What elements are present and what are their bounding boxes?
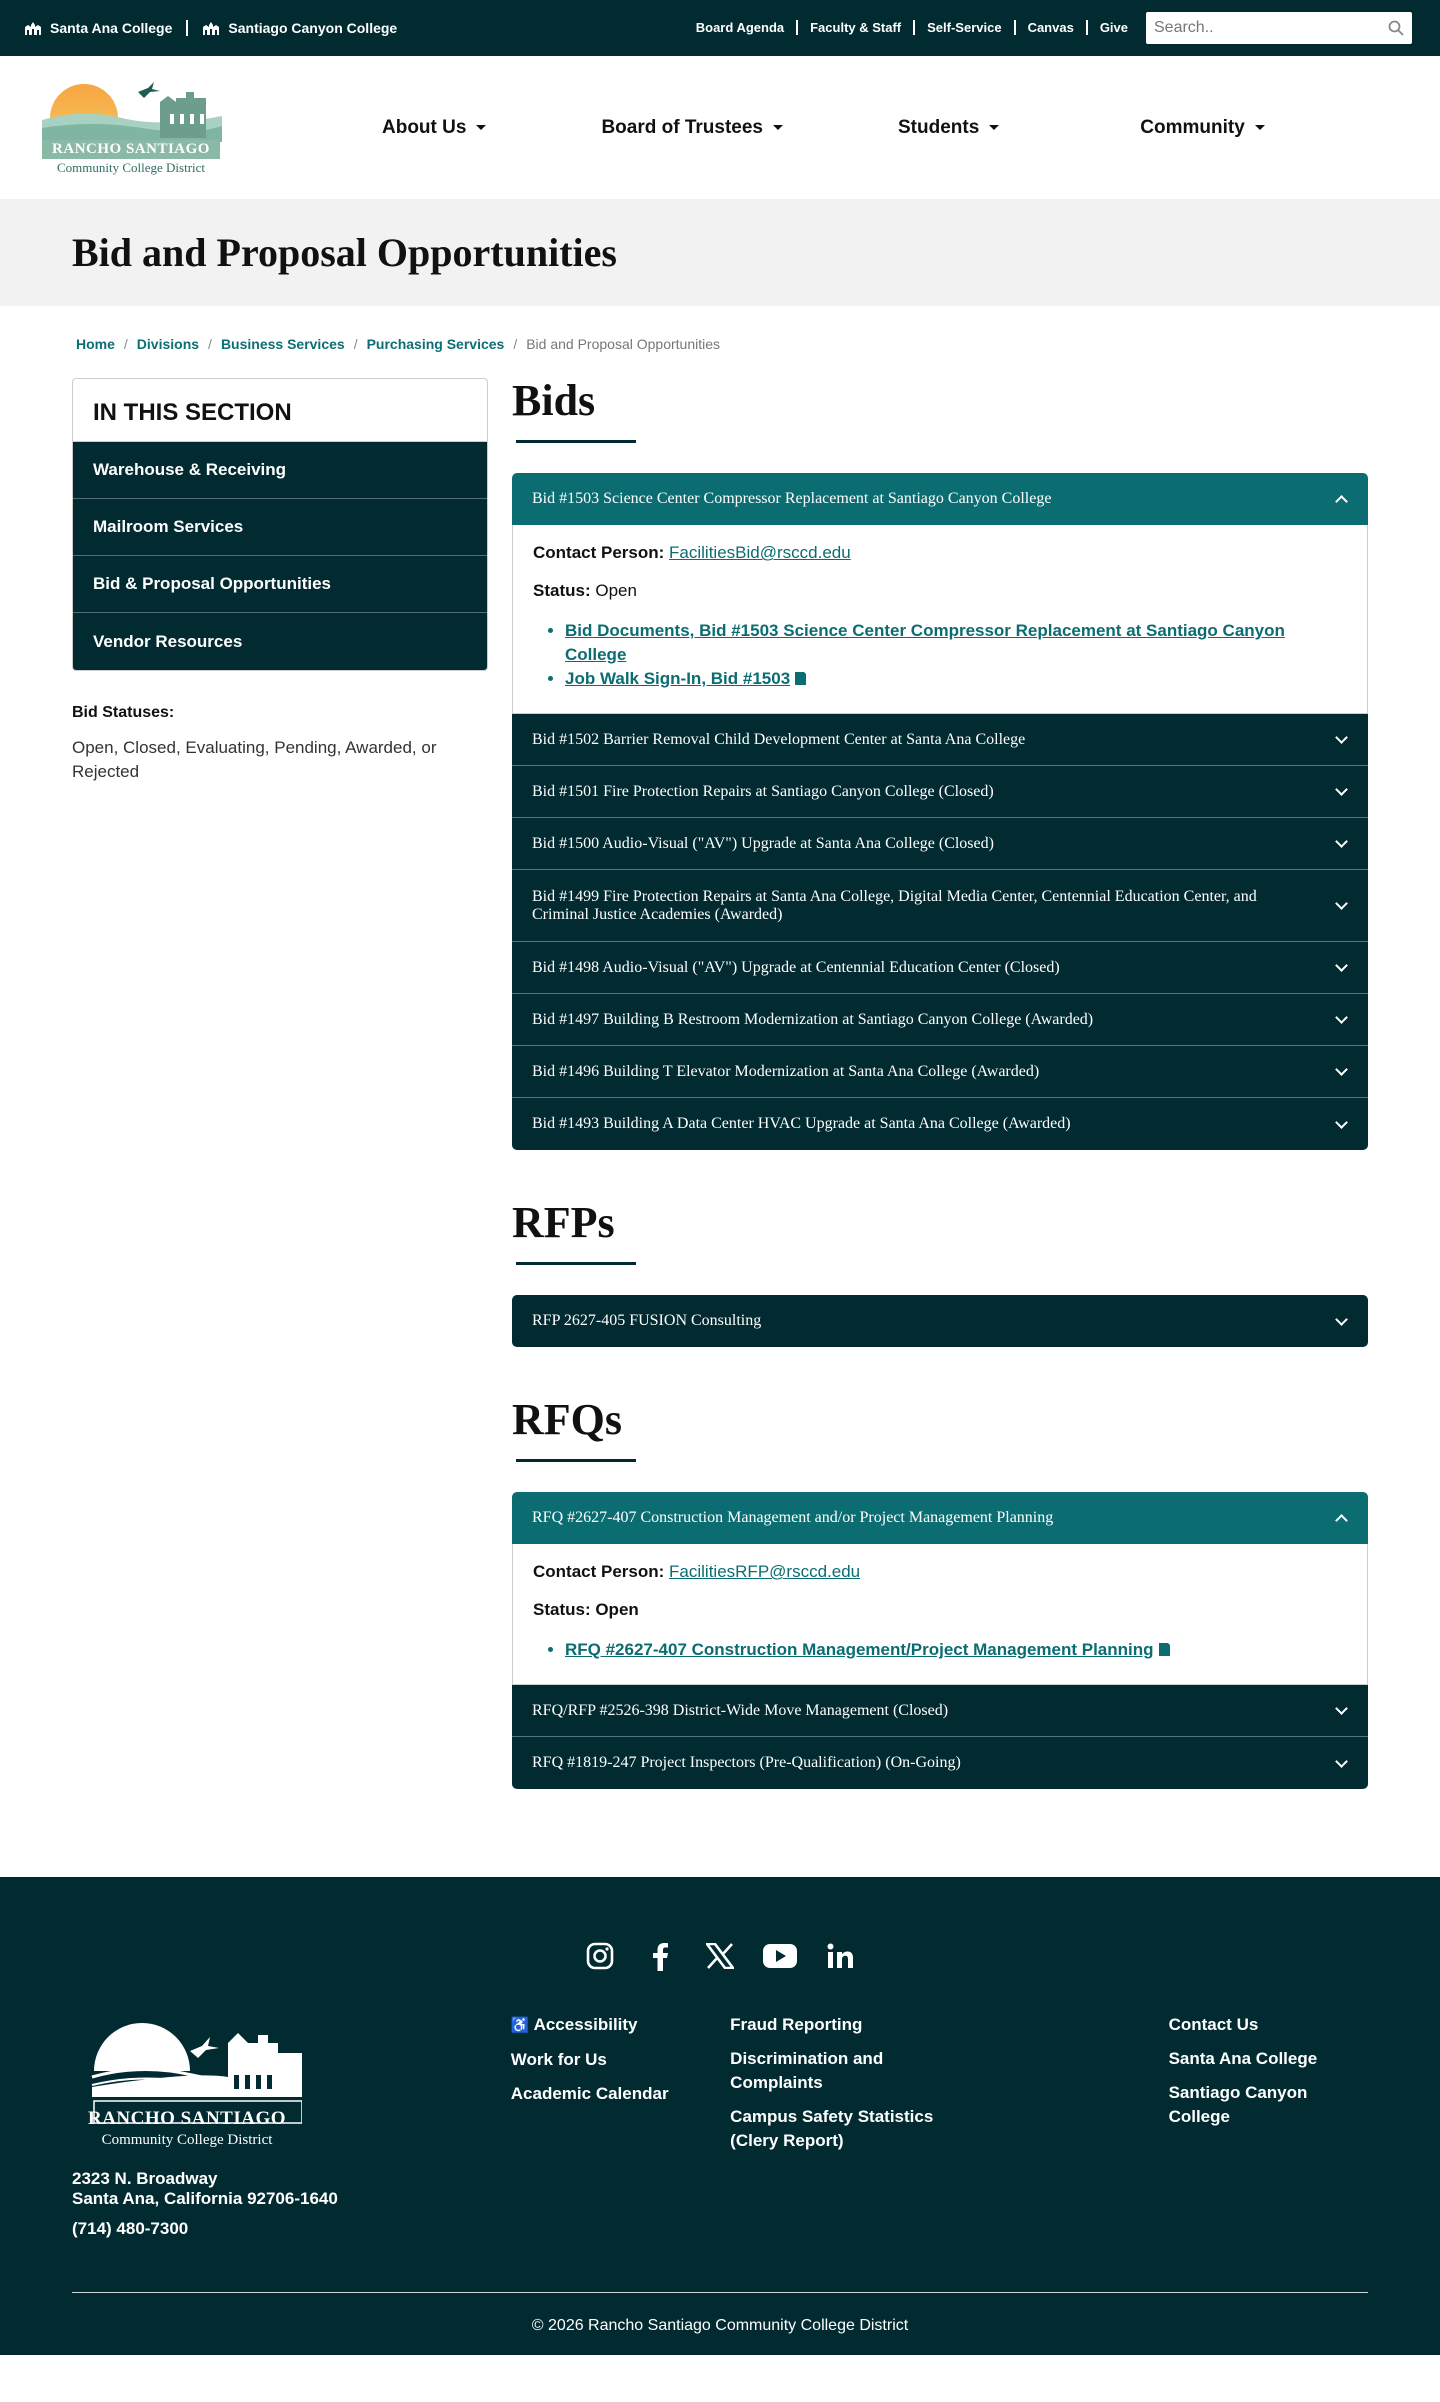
x-icon [703,1939,737,1973]
bid-statuses-text: Open, Closed, Evaluating, Pending, Awarded, or Rejected [72,738,437,781]
footer-col-1 [511,2013,730,2239]
list-item [565,667,1347,691]
chevron-down-icon [1335,1011,1348,1024]
logo-subtitle: Community College District [56,159,206,175]
section-nav-title: IN THIS SECTION [73,379,487,442]
sidebar [72,378,488,1789]
campus-link-santiago-canyon[interactable] [188,20,411,36]
search-icon[interactable] [1388,20,1404,36]
address-line-2: Santa Ana, California 92706-1640 [72,2189,338,2208]
accordion-title: Bid #1502 Barrier Removal Child Development Center at Santa Ana College [532,730,1026,748]
chevron-up-icon [1335,1514,1348,1527]
give-link[interactable]: Give [1099,20,1128,35]
campus-links [24,20,411,36]
accordion-title: Bid #1496 Building T Elevator Modernization at Santa Ana College (Awarded) [532,1062,1040,1080]
utility-links [684,19,1140,37]
chevron-down-icon [1335,1702,1348,1715]
nav-board-of-trustees[interactable] [601,117,783,139]
accordion-title: Bid #1497 Building B Restroom Modernization at Santiago Canyon College (Awarded) [532,1010,1094,1028]
logo-title: RANCHO SANTIAGO [42,140,220,159]
heading-underline [516,1459,636,1462]
breadcrumb-separator: / [123,336,128,352]
footer-col-2 [730,2013,949,2239]
footer-divider [72,2292,1368,2293]
accordion-header-bid-1496[interactable] [512,1046,1368,1098]
site-header [0,56,1440,199]
accordion-header-rfq-2627-407[interactable] [512,1492,1368,1544]
chevron-down-icon [1335,1755,1348,1768]
footer-brand [72,2013,511,2239]
status-value: Open [595,581,637,600]
section-spacer [512,1150,1368,1200]
accordion-title: Bid #1493 Building A Data Center HVAC Upgrade at Santa Ana College (Awarded) [532,1115,1071,1132]
status-line [533,1600,1347,1620]
breadcrumb [0,306,1440,360]
accordion-title: RFQ #1819-247 Project Inspectors (Pre-Qualification) (On-Going) [532,1754,961,1771]
fraud-reporting-link[interactable]: Fraud Reporting [730,2015,863,2034]
bid-statuses-label: Bid Statuses: [72,704,175,721]
rfq-document-link[interactable]: RFQ #2627-407 Construction Management/Project Management Planning [565,1640,1154,1659]
rfps-accordion [512,1295,1368,1347]
breadcrumb-current: Bid and Proposal Opportunities [526,336,721,352]
status-line [533,581,1347,601]
footer-main [0,1973,1440,2239]
accordion-title: RFP 2627-405 FUSION Consulting [532,1312,762,1329]
footer-link-label: Accessibility [533,2015,638,2034]
nav-about-us[interactable] [382,117,486,139]
self-service-link[interactable]: Self-Service [915,20,1015,35]
nav-students[interactable] [898,117,999,139]
youtube-link[interactable] [763,1939,797,1973]
page-content [0,378,1440,1789]
contact-us-link[interactable]: Contact Us [1168,2015,1259,2034]
heading-underline [516,440,636,443]
caret-down-icon [1255,125,1265,130]
rfqs-accordion [512,1492,1368,1789]
site-logo[interactable] [42,80,222,176]
accordion-header-bid-1502[interactable] [512,714,1368,766]
work-for-us-link[interactable]: Work for Us [510,2050,607,2069]
accordion-header-bid-1497[interactable] [512,994,1368,1046]
nav-community[interactable] [1140,117,1265,139]
breadcrumb-purchasing-services[interactable]: Purchasing Services [366,336,505,352]
linkedin-icon [823,1939,857,1973]
board-agenda-link[interactable]: Board Agenda [684,20,798,35]
status-label: Status: Open [533,1600,639,1619]
accessibility-icon: ♿ [510,2017,530,2034]
chevron-down-icon [1335,1116,1348,1129]
instagram-icon [583,1939,617,1973]
page-hero [0,199,1440,306]
breadcrumb-business-services[interactable]: Business Services [220,336,345,352]
list-item [565,1638,1347,1662]
accordion-panel-rfq-2627-407 [512,1544,1368,1685]
bids-accordion [512,473,1368,1150]
clery-report-link[interactable]: Campus Safety Statistics (Clery Report) [730,2107,934,2150]
section-spacer [512,1347,1368,1397]
footer-logo[interactable] [72,2013,302,2149]
breadcrumb-separator: / [208,336,212,352]
linkedin-link[interactable] [823,1939,857,1973]
nav-label: Students [897,116,980,138]
utility-right [684,12,1412,44]
accordion-header-bid-1499[interactable] [512,870,1368,942]
accordion-header-bid-1501[interactable] [512,766,1368,818]
chevron-down-icon [1335,1313,1348,1326]
building-icon [202,22,220,35]
chevron-down-icon [1335,1063,1348,1076]
accordion-title: Bid #1499 Fire Protection Repairs at Santa Ana College, Digital Media Center, Centennial Education Center, and Criminal Justice Academies (Awarded) [532,887,1257,923]
sidebar-item-vendor-resources[interactable]: Vendor Resources [73,613,487,670]
section-nav [72,378,488,671]
accordion-header-bid-1498[interactable] [512,942,1368,994]
x-link[interactable] [703,1939,737,1973]
facebook-icon [643,1939,677,1973]
contact-line [533,1562,1347,1582]
main-nav [382,117,1265,139]
campus-label: Santiago Canyon College [228,20,398,36]
bids-heading: Bids [512,376,596,425]
accordion-header-rfq-1819-247[interactable] [512,1737,1368,1789]
chevron-up-icon [1335,495,1348,508]
chevron-down-icon [1335,959,1348,972]
nav-label: Board of Trustees [601,116,763,138]
sidebar-item-bid-proposal[interactable]: Bid & Proposal Opportunities [73,556,487,613]
accordion-title: Bid #1498 Audio-Visual ("AV") Upgrade at Centennial Education Center (Closed) [532,958,1060,976]
santiago-canyon-college-link[interactable]: Santiago Canyon College [1168,2083,1308,2126]
breadcrumb-separator: / [353,336,358,352]
facebook-link[interactable] [643,1939,677,1973]
social-links [0,1877,1440,1973]
campus-link-santa-ana[interactable] [24,20,188,36]
status-label: Status: [533,581,591,600]
address-line-1: 2323 N. Broadway [72,2169,218,2188]
accordion-title: Bid #1503 Science Center Compressor Replacement at Santiago Canyon College [532,490,1052,507]
heading-underline [516,1262,636,1265]
instagram-link[interactable] [583,1939,617,1973]
contact-label: Contact Person: [533,1562,665,1581]
document-list [533,619,1347,691]
list-item [565,619,1347,667]
document-list [533,1638,1347,1662]
contact-email-link[interactable]: FacilitiesRFP@rsccd.edu [669,1562,861,1581]
accordion-title: Bid #1501 Fire Protection Repairs at Santiago Canyon College (Closed) [532,782,994,800]
footer-address [72,2169,511,2209]
pdf-icon [795,672,806,685]
page-title: Bid and Proposal Opportunities [72,230,617,275]
rfqs-heading: RFQs [512,1395,622,1444]
sidebar-item-mailroom[interactable]: Mailroom Services [73,499,487,556]
copyright: © 2026 Rancho Santiago Community College District [531,2317,909,2334]
accordion-title: Bid #1500 Audio-Visual ("AV") Upgrade at Santa Ana College (Closed) [532,834,994,852]
footer-logo-title: RANCHO SANTIAGO [87,2108,287,2129]
search-input[interactable] [1146,12,1412,44]
youtube-icon [763,1939,797,1973]
campus-label: Santa Ana College [50,20,173,36]
accordion-title: RFQ #2627-407 Construction Management and/or Project Management Planning [532,1509,1054,1526]
footer-logo-subtitle: Community College District [101,2132,273,2148]
accordion-header-bid-1493[interactable] [512,1098,1368,1150]
accessibility-link[interactable] [511,2013,730,2038]
faculty-staff-link[interactable]: Faculty & Staff [798,20,915,35]
footer-col-3 [1169,2013,1368,2239]
breadcrumb-home[interactable]: Home [76,336,115,352]
chevron-down-icon [1335,731,1348,744]
bid-documents-link[interactable]: Bid Documents, Bid #1503 Science Center Compressor Replacement at Santiago Canyon College [565,621,1285,664]
caret-down-icon [989,125,999,130]
santa-ana-college-link[interactable]: Santa Ana College [1168,2049,1318,2068]
building-icon [24,22,42,35]
contact-label: Contact Person: [533,543,665,562]
discrimination-complaints-link[interactable]: Discrimination and Complaints [730,2049,884,2092]
rfps-heading: RFPs [512,1198,615,1247]
search-box [1146,12,1412,44]
nav-label: Community [1140,116,1245,138]
utility-bar [0,0,1440,56]
breadcrumb-divisions[interactable]: Divisions [136,336,200,352]
job-walk-link[interactable]: Job Walk Sign-In, Bid #1503 [565,669,791,688]
contact-line [533,543,1347,563]
chevron-down-icon [1335,783,1348,796]
footer-phone: (714) 480-7300 [72,2219,189,2238]
breadcrumb-separator: / [513,336,518,352]
contact-email-link[interactable]: FacilitiesBid@rsccd.edu [669,543,851,562]
canvas-link[interactable]: Canvas [1016,20,1088,35]
caret-down-icon [476,125,486,130]
site-footer [0,1877,1440,2355]
caret-down-icon [773,125,783,130]
accordion-title: RFQ/RFP #2526-398 District-Wide Move Management (Closed) [532,1701,949,1719]
nav-label: About Us [382,116,467,138]
pdf-icon [1159,1643,1170,1656]
accordion-panel-bid-1503 [512,525,1368,714]
logo-graphic [42,80,222,142]
accordion-header-bid-1503[interactable] [512,473,1368,525]
accordion-header-bid-1500[interactable] [512,818,1368,870]
accordion-header-rfq-2526-398[interactable] [512,1685,1368,1737]
chevron-down-icon [1335,835,1348,848]
main-content [512,378,1368,1789]
sidebar-item-warehouse[interactable]: Warehouse & Receiving [73,442,487,499]
chevron-down-icon [1335,897,1348,910]
accordion-header-rfp-2627-405[interactable] [512,1295,1368,1347]
academic-calendar-link[interactable]: Academic Calendar [510,2084,669,2103]
